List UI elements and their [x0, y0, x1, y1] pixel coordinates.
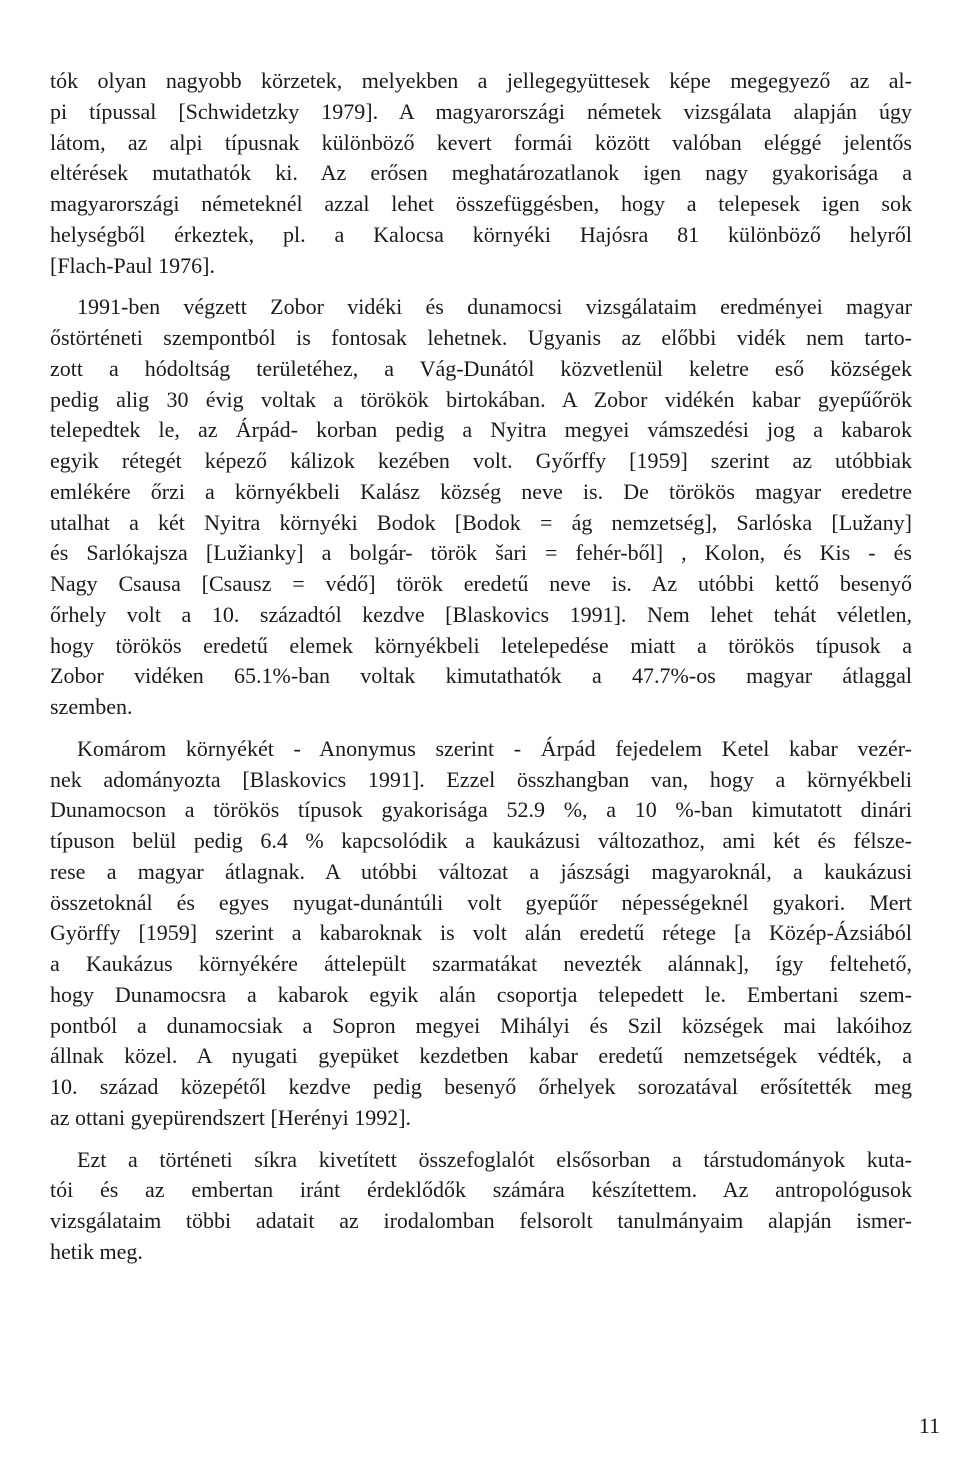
- text-line: egyik rétegét képező kálizok kezében volt. Győrffy [1959] szerint az utóbbiak: [50, 448, 912, 473]
- text-line: utalhat a két Nyitra környéki Bodok [Bodok = ág nemzetség], Sarlóska [Lužany]: [50, 509, 912, 535]
- text-line: Györffy [1959] szerint a kabaroknak is volt alán eredetű rétege [a Közép-Ázsiából: [50, 920, 912, 946]
- text-line: a Kaukázus környékére áttelepült szarmatákat nevezték alánnak], így feltehető,: [50, 951, 912, 976]
- text-line: Nagy Csausa [Csausz = védő] török eredetű neve is. Az utóbbi kettő besenyő: [50, 571, 912, 596]
- text-line: hogy törökös eredetű elemek környékbeli letelepedése miatt a törökös típusok a: [50, 632, 912, 658]
- text-line: magyarországi németeknél azzal lehet összefüggésben, hogy a telepesek igen sok: [50, 191, 912, 216]
- text-line: 1991-ben végzett Zobor vidéki és dunamocsi vizsgálataim eredményei magyar: [77, 294, 912, 320]
- text-line: pontból a dunamocsiak a Sopron megyei Mihályi és Szil községek mai lakóihoz: [50, 1012, 912, 1038]
- text-line: tói és az embertan iránt érdeklődők számára készítettem. Az antropológusok: [50, 1177, 912, 1203]
- text-line: pedig alig 30 évig voltak a törökök birtokában. A Zobor vidékén kabar gyepűőrök: [50, 386, 912, 412]
- paragraph-4: [50, 1145, 912, 1268]
- text-line: típuson belül pedig 6.4 % kapcsolódik a kaukázusi változathoz, ami két és félsze-: [50, 828, 912, 853]
- text-line: látom, az alpi típusnak különböző kevert formái között valóban eléggé jelentős: [50, 129, 912, 155]
- text-line: összetoknál és egyes nyugat-dunántúli volt gyepűőr népességeknél gyakori. Mert: [50, 889, 912, 915]
- text-line: zott a hódoltság területéhez, a Vág-Dunától közvetlenül keletre eső községek: [50, 355, 912, 381]
- page-number: 11: [918, 1413, 940, 1438]
- paragraph-2: [50, 292, 912, 723]
- text-line: [Flach-Paul 1976].: [50, 252, 215, 278]
- text-line: őrhely volt a 10. századtól kezdve [Blaskovics 1991]. Nem lehet tehát véletlen,: [50, 601, 912, 627]
- text-line: telepedtek le, az Árpád- korban pedig a Nyitra megyei vámszedési jog a kabarok: [50, 417, 912, 443]
- text-line: emlékére őrzi a környékbeli Kalász község neve is. De törökös magyar eredetre: [50, 478, 912, 504]
- text-line: az ottani gyepürendszert [Herényi 1992].: [50, 1104, 412, 1130]
- paragraph-3: [50, 734, 912, 1134]
- text-line: rese a magyar átlagnak. A utóbbi változat a jászsági magyaroknál, a kaukázusi: [50, 858, 912, 884]
- text-line: tók olyan nagyobb körzetek, melyekben a jellegegyüttesek képe megegyező az al-: [50, 68, 912, 93]
- text-line: állnak közel. A nyugati gyepüket kezdetben kabar eredetű nemzetségek védték, a: [50, 1043, 912, 1069]
- text-line: Dunamocson a törökös típusok gyakorisága 52.9 %, a 10 %-ban kimutatott dinári: [50, 797, 912, 823]
- text-line: 10. század közepétől kezdve pedig besenyő őrhelyek sorozatával erősítették meg: [50, 1074, 912, 1099]
- page-body: [50, 66, 912, 1279]
- text-line: és Sarlókajsza [Lužianky] a bolgár- török šari = fehér-ből] , Kolon, és Kis - és: [50, 540, 912, 566]
- text-line: nek adományozta [Blaskovics 1991]. Ezzel összhangban van, hogy a környékbeli: [50, 766, 912, 792]
- text-line: helységből érkeztek, pl. a Kalocsa környéki Hajósra 81 különböző helyről: [50, 221, 912, 247]
- text-line: őstörténeti szempontból is fontosak lehetnek. Ugyanis az előbbi vidék nem tarto-: [50, 325, 912, 350]
- text-line: szemben.: [50, 694, 133, 719]
- paragraph-1: [50, 66, 912, 281]
- text-line: pi típussal [Schwidetzky 1979]. A magyarországi németek vizsgálata alapján úgy: [50, 98, 912, 124]
- text-line: Komárom környékét - Anonymus szerint - Árpád fejedelem Ketel kabar vezér-: [77, 735, 912, 761]
- text-line: eltérések mutathatók ki. Az erősen meghatározatlanok igen nagy gyakorisága a: [50, 160, 912, 186]
- text-line: Zobor vidéken 65.1%-ban voltak kimutathatók a 47.7%-os magyar átlaggal: [50, 663, 912, 689]
- text-line: hogy Dunamocsra a kabarok egyik alán csoportja telepedett le. Embertani szem-: [50, 981, 912, 1007]
- text-line: vizsgálataim többi adatait az irodalomban felsorolt tanulmányaim alapján ismer-: [50, 1208, 912, 1233]
- text-line: Ezt a történeti síkra kivetített összefoglalót elsősorban a társtudományok kuta-: [77, 1146, 912, 1172]
- text-line: hetik meg.: [50, 1238, 143, 1264]
